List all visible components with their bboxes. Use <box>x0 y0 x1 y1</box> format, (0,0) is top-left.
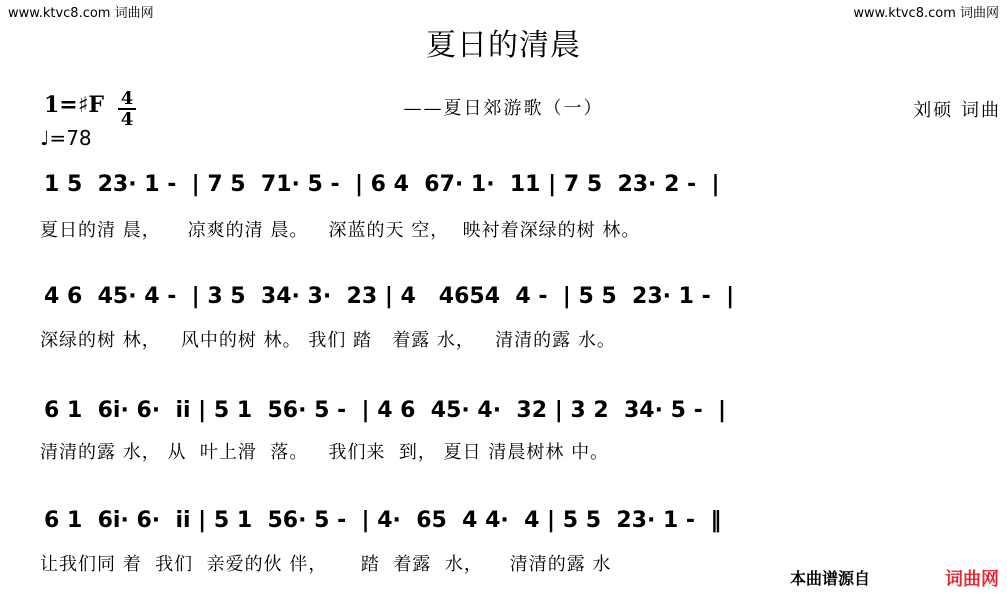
watermark-right: www.ktvc8.com 词曲网 <box>853 6 999 21</box>
tempo-marking: ♩=78 <box>40 126 92 150</box>
watermark-left: www.ktvc8.com 词曲网 <box>8 6 154 21</box>
notes-line-2: 4 6 45· 4 - | 3 5 34· 3· 23 | 4 4654 4 - | 5 5 23· 1 - | <box>44 284 735 309</box>
time-signature <box>118 90 136 128</box>
notes-line-3: 6 1 6i· 6· ii | 5 1 56· 5 - | 4 6 45· 4· 32 | 3 2 34· 5 - | <box>44 398 727 423</box>
composer-credit: 刘硕 词曲 <box>913 100 1001 121</box>
key-signature: 1=♯F <box>44 92 105 118</box>
lyrics-line-4: 让我们同 着 我们 亲爱的伙 伴， 踏 着露 水， 清清的露 水 <box>40 554 612 575</box>
song-title: 夏日的清晨 <box>426 28 581 63</box>
source-text: 本曲谱源自 <box>790 569 871 588</box>
time-signature-top: 4 <box>120 88 134 109</box>
notes-line-1: 1 5 23· 1 - | 7 5 71· 5 - | 6 4 67· 1· 11 | 7 5 23· 2 - | <box>44 172 720 197</box>
time-signature-bottom: 4 <box>120 109 134 130</box>
lyrics-line-2: 深绿的树 林， 风中的树 林。 我们 踏 着露 水， 清清的露 水。 <box>40 330 616 351</box>
lyrics-line-1: 夏日的清 晨， 凉爽的清 晨。 深蓝的天 空， 映衬着深绿的树 林。 <box>40 220 641 241</box>
lyrics-line-3: 清清的露 水， 从 叶上滑 落。 我们来 到， 夏日 清晨树林 中。 <box>40 442 610 463</box>
notes-line-4: 6 1 6i· 6· ii | 5 1 56· 5 - | 4· 65 4 4· 4 | 5 5 23· 1 - ‖ <box>44 508 722 533</box>
site-logo: 词曲网 <box>945 569 999 590</box>
song-subtitle: ——夏日郊游歌（一） <box>403 98 604 119</box>
